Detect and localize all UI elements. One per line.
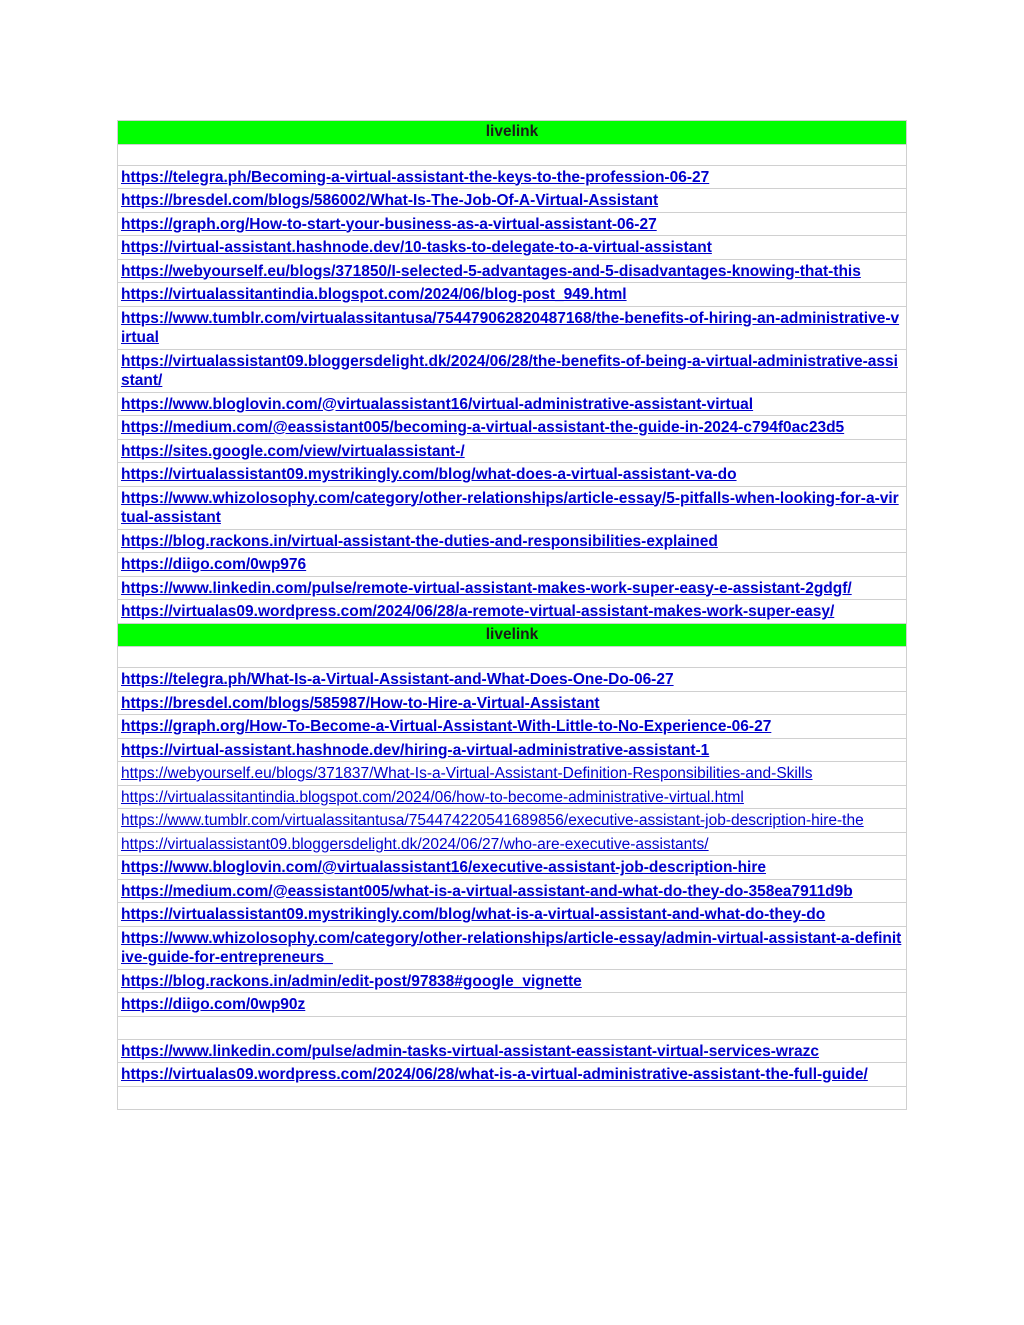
link-cell[interactable]: https://graph.org/How-To-Become-a-Virtual-Assistant-With-Little-to-No-Experience-06-27 bbox=[121, 718, 772, 735]
table-row bbox=[117, 283, 907, 307]
table-row bbox=[117, 715, 907, 739]
table-row bbox=[117, 530, 907, 554]
link-cell[interactable]: https://medium.com/@eassistant005/becoming-a-virtual-assistant-the-guide-in-2024-c794f0ac23d5 bbox=[121, 419, 845, 436]
table-row bbox=[117, 856, 907, 880]
link-cell[interactable]: https://virtualassistant09.mystrikingly.com/blog/what-is-a-virtual-assistant-and-what-do-they-do bbox=[121, 906, 826, 923]
link-cell[interactable]: https://bresdel.com/blogs/586002/What-Is-The-Job-Of-A-Virtual-Assistant bbox=[121, 192, 659, 209]
table-row bbox=[117, 600, 907, 624]
table-row bbox=[117, 1063, 907, 1087]
table-row bbox=[117, 762, 907, 786]
link-cell[interactable]: https://virtual-assistant.hashnode.dev/10-tasks-to-delegate-to-a-virtual-assistant bbox=[121, 239, 712, 256]
empty-row bbox=[117, 647, 907, 668]
table-row bbox=[117, 213, 907, 237]
empty-row bbox=[117, 145, 907, 166]
link-cell[interactable]: https://blog.rackons.in/admin/edit-post/97838#google_vignette bbox=[121, 972, 582, 990]
link-cell[interactable]: https://virtualas09.wordpress.com/2024/06/28/what-is-a-virtual-administrative-assistant-the-full-guide/ bbox=[121, 1066, 868, 1083]
table-row bbox=[117, 880, 907, 904]
link-cell[interactable]: https://medium.com/@eassistant005/what-is-a-virtual-assistant-and-what-do-they-do-358ea7911d9b bbox=[121, 882, 853, 900]
link-cell[interactable]: https://www.whizolosophy.com/category/other-relationships/article-essay/5-pitfalls-when-looking-for-a-virtual-assistant bbox=[121, 489, 899, 526]
table-row bbox=[117, 416, 907, 440]
link-cell[interactable]: https://www.whizolosophy.com/category/other-relationships/article-essay/admin-virtual-assistant-a-definitive-guide-for-entrepreneurs_ bbox=[121, 929, 902, 966]
link-cell[interactable]: https://virtualassistant09.bloggersdelight.dk/2024/06/27/who-are-executive-assistants/ bbox=[121, 835, 709, 853]
table-row bbox=[117, 970, 907, 994]
link-cell[interactable]: https://virtualas09.wordpress.com/2024/06/28/a-remote-virtual-assistant-makes-work-super-easy/ bbox=[121, 603, 835, 620]
table-row bbox=[117, 166, 907, 190]
link-cell[interactable]: https://sites.google.com/view/virtualassistant-/ bbox=[121, 442, 465, 460]
link-cell[interactable]: https://blog.rackons.in/virtual-assistant-the-duties-and-responsibilities-explained bbox=[121, 532, 718, 550]
link-cell[interactable]: https://virtualassistant09.bloggersdelight.dk/2024/06/28/the-benefits-of-being-a-virtual-administrative-assistant/ bbox=[121, 352, 898, 389]
link-cell[interactable]: https://virtual-assistant.hashnode.dev/hiring-a-virtual-administrative-assistant-1 bbox=[121, 741, 710, 759]
column-header-livelink: livelink bbox=[117, 121, 907, 145]
table-row bbox=[117, 307, 907, 350]
table-row bbox=[117, 189, 907, 213]
empty-row bbox=[117, 1017, 907, 1040]
table-row bbox=[117, 1040, 907, 1064]
table-row bbox=[117, 927, 907, 970]
table-row bbox=[117, 739, 907, 763]
link-cell[interactable]: https://www.linkedin.com/pulse/remote-virtual-assistant-makes-work-super-easy-e-assistant-2gdgf/ bbox=[121, 579, 852, 597]
link-cell[interactable]: https://www.tumblr.com/virtualassitantusa/754474220541689856/executive-assistant-job-description-hire-the bbox=[121, 812, 864, 829]
link-cell[interactable]: https://www.tumblr.com/virtualassitantusa/754479062820487168/the-benefits-of-hiring-an-administrative-virtual bbox=[121, 309, 900, 346]
link-cell[interactable]: https://telegra.ph/Becoming-a-virtual-assistant-the-keys-to-the-profession-06-27 bbox=[121, 168, 710, 186]
link-cell[interactable]: https://www.bloglovin.com/@virtualassistant16/virtual-administrative-assistant-virtual bbox=[121, 395, 754, 413]
table-row bbox=[117, 463, 907, 487]
link-cell[interactable]: https://graph.org/How-to-start-your-business-as-a-virtual-assistant-06-27 bbox=[121, 215, 657, 233]
table-row bbox=[117, 487, 907, 530]
link-cell[interactable]: https://diigo.com/0wp90z bbox=[121, 996, 306, 1013]
spreadsheet-table bbox=[117, 120, 907, 1110]
table-row bbox=[117, 577, 907, 601]
column-header-livelink: livelink bbox=[117, 624, 907, 648]
table-row bbox=[117, 553, 907, 577]
table-row bbox=[117, 260, 907, 284]
table-row bbox=[117, 833, 907, 857]
table-row bbox=[117, 236, 907, 260]
link-cell[interactable]: https://webyourself.eu/blogs/371837/What-Is-a-Virtual-Assistant-Definition-Responsibilities-and-Skills bbox=[121, 765, 813, 782]
link-cell[interactable]: https://diigo.com/0wp976 bbox=[121, 556, 307, 573]
table-row bbox=[117, 350, 907, 393]
table-row bbox=[117, 786, 907, 810]
link-cell[interactable]: https://www.linkedin.com/pulse/admin-tasks-virtual-assistant-eassistant-virtual-services-wrazc bbox=[121, 1042, 819, 1060]
table-row bbox=[117, 692, 907, 716]
link-cell[interactable]: https://telegra.ph/What-Is-a-Virtual-Assistant-and-What-Does-One-Do-06-27 bbox=[121, 671, 674, 688]
link-cell[interactable]: https://virtualassitantindia.blogspot.com/2024/06/blog-post_949.html bbox=[121, 286, 627, 303]
link-cell[interactable]: https://bresdel.com/blogs/585987/How-to-Hire-a-Virtual-Assistant bbox=[121, 694, 600, 712]
link-cell[interactable]: https://www.bloglovin.com/@virtualassistant16/executive-assistant-job-description-hire bbox=[121, 859, 767, 876]
table-row bbox=[117, 903, 907, 927]
table-row bbox=[117, 809, 907, 833]
link-cell[interactable]: https://virtualassistant09.mystrikingly.com/blog/what-does-a-virtual-assistant-va-do bbox=[121, 466, 737, 483]
table-row bbox=[117, 393, 907, 417]
link-cell[interactable]: https://virtualassitantindia.blogspot.com/2024/06/how-to-become-administrative-virtual.html bbox=[121, 788, 744, 806]
link-cell[interactable]: https://webyourself.eu/blogs/371850/I-selected-5-advantages-and-5-disadvantages-knowing-that-this bbox=[121, 262, 861, 280]
empty-row bbox=[117, 1087, 907, 1110]
table-row bbox=[117, 440, 907, 464]
table-row bbox=[117, 993, 907, 1017]
table-row bbox=[117, 668, 907, 692]
